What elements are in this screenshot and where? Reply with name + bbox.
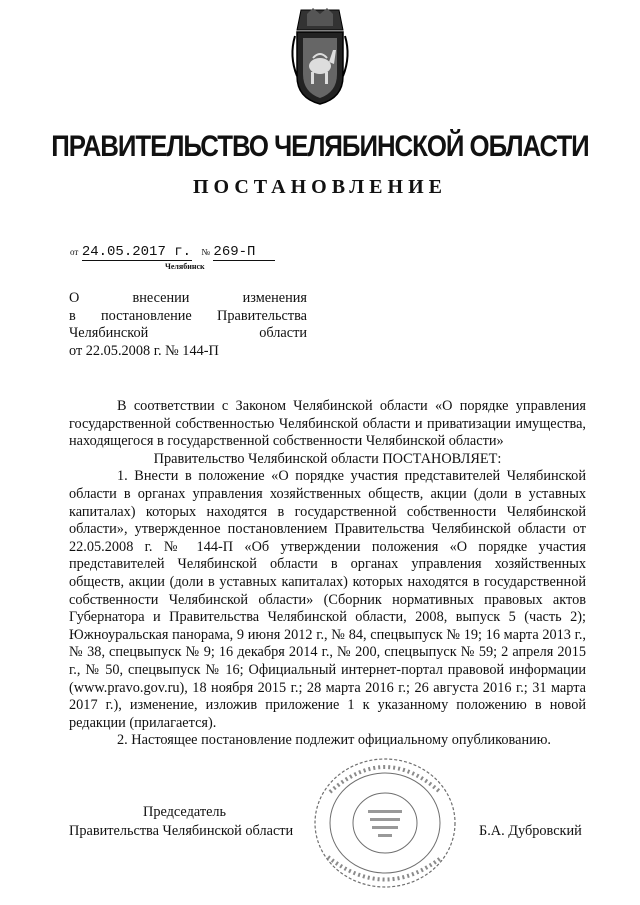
item-2-paragraph: 2. Настоящее постановление подлежит официальному опубликованию. xyxy=(117,732,552,749)
document-body xyxy=(69,398,586,750)
coat-of-arms-emblem xyxy=(287,6,353,106)
item-1-paragraph: 1. Внести в положение «О порядке участия представителей Челябинской области в органах управления хозяйственных обществ, акции (доли в уставных капиталах) которых находятся в государственной собственности Челябинской области», утвержденное постановлением Правительства Челябинской области от 22.05.2008 г. № 144-П «Об утверждении положения «О порядке участия представителей Челябинской области в органах управления хозяйственных обществ, акции (доли в уставных капиталах) которых находятся в государственной собственности Челябинской области» (Сборник нормативных правовых актов Губернатора и Правительства Челябинской области, 2008, выпуск 5 (часть 2); Южноуральская панорама, 9 июня 2012 г., № 84, спецвыпуск № 19; 16 марта 2013 г., № 38, спецвыпуск № 9; 16 декабря 2014 г., № 200, спецвыпуск № 59; 2 апреля 2015 г., № 50, спецвыпуск № 16; Официальный интернет-портал правовой информации (www.pravo.gov.ru), 18 ноября 2015 г.; 28 марта 2016 г.; 26 августа 2016 г.; 31 марта 2017 г.), изменение, изложив приложение 1 к указанному положению в новой редакции (прилагается). xyxy=(69,468,586,731)
subject-line: в постановление Правительства xyxy=(69,307,307,324)
number-prefix: № xyxy=(201,247,210,257)
subject-line: от 22.05.2008 г. № 144-П xyxy=(69,342,219,359)
signatory-organization: Правительства Челябинской области xyxy=(69,823,294,839)
subject-block xyxy=(69,290,307,360)
subject-line: Челябинской области xyxy=(69,325,307,341)
document-type: ПОСТАНОВЛЕНИЕ xyxy=(193,176,447,198)
preamble-paragraph: В соответствии с Законом Челябинской области «О порядке управления государственной собственностью Челябинской области и приватизации имущества, находящегося в государственной собственности Челябинской области» xyxy=(69,398,586,450)
date-number-line xyxy=(70,244,275,261)
resolves-line: Правительство Челябинской области ПОСТАНОВЛЯЕТ: xyxy=(153,450,502,467)
document-date: 24.05.2017 г. xyxy=(81,244,192,260)
signatory-title: Председатель xyxy=(143,804,227,820)
official-seal-stamp xyxy=(300,752,470,894)
subject-line: О внесении изменения xyxy=(69,290,307,306)
government-title: ПРАВИТЕЛЬСТВО ЧЕЛЯБИНСКОЙ ОБЛАСТИ xyxy=(51,130,589,163)
date-prefix: от xyxy=(70,247,79,257)
city: Челябинск xyxy=(165,262,205,271)
signatory-name: Б.А. Дубровский xyxy=(479,823,582,839)
document-number: 269-П xyxy=(213,244,275,261)
